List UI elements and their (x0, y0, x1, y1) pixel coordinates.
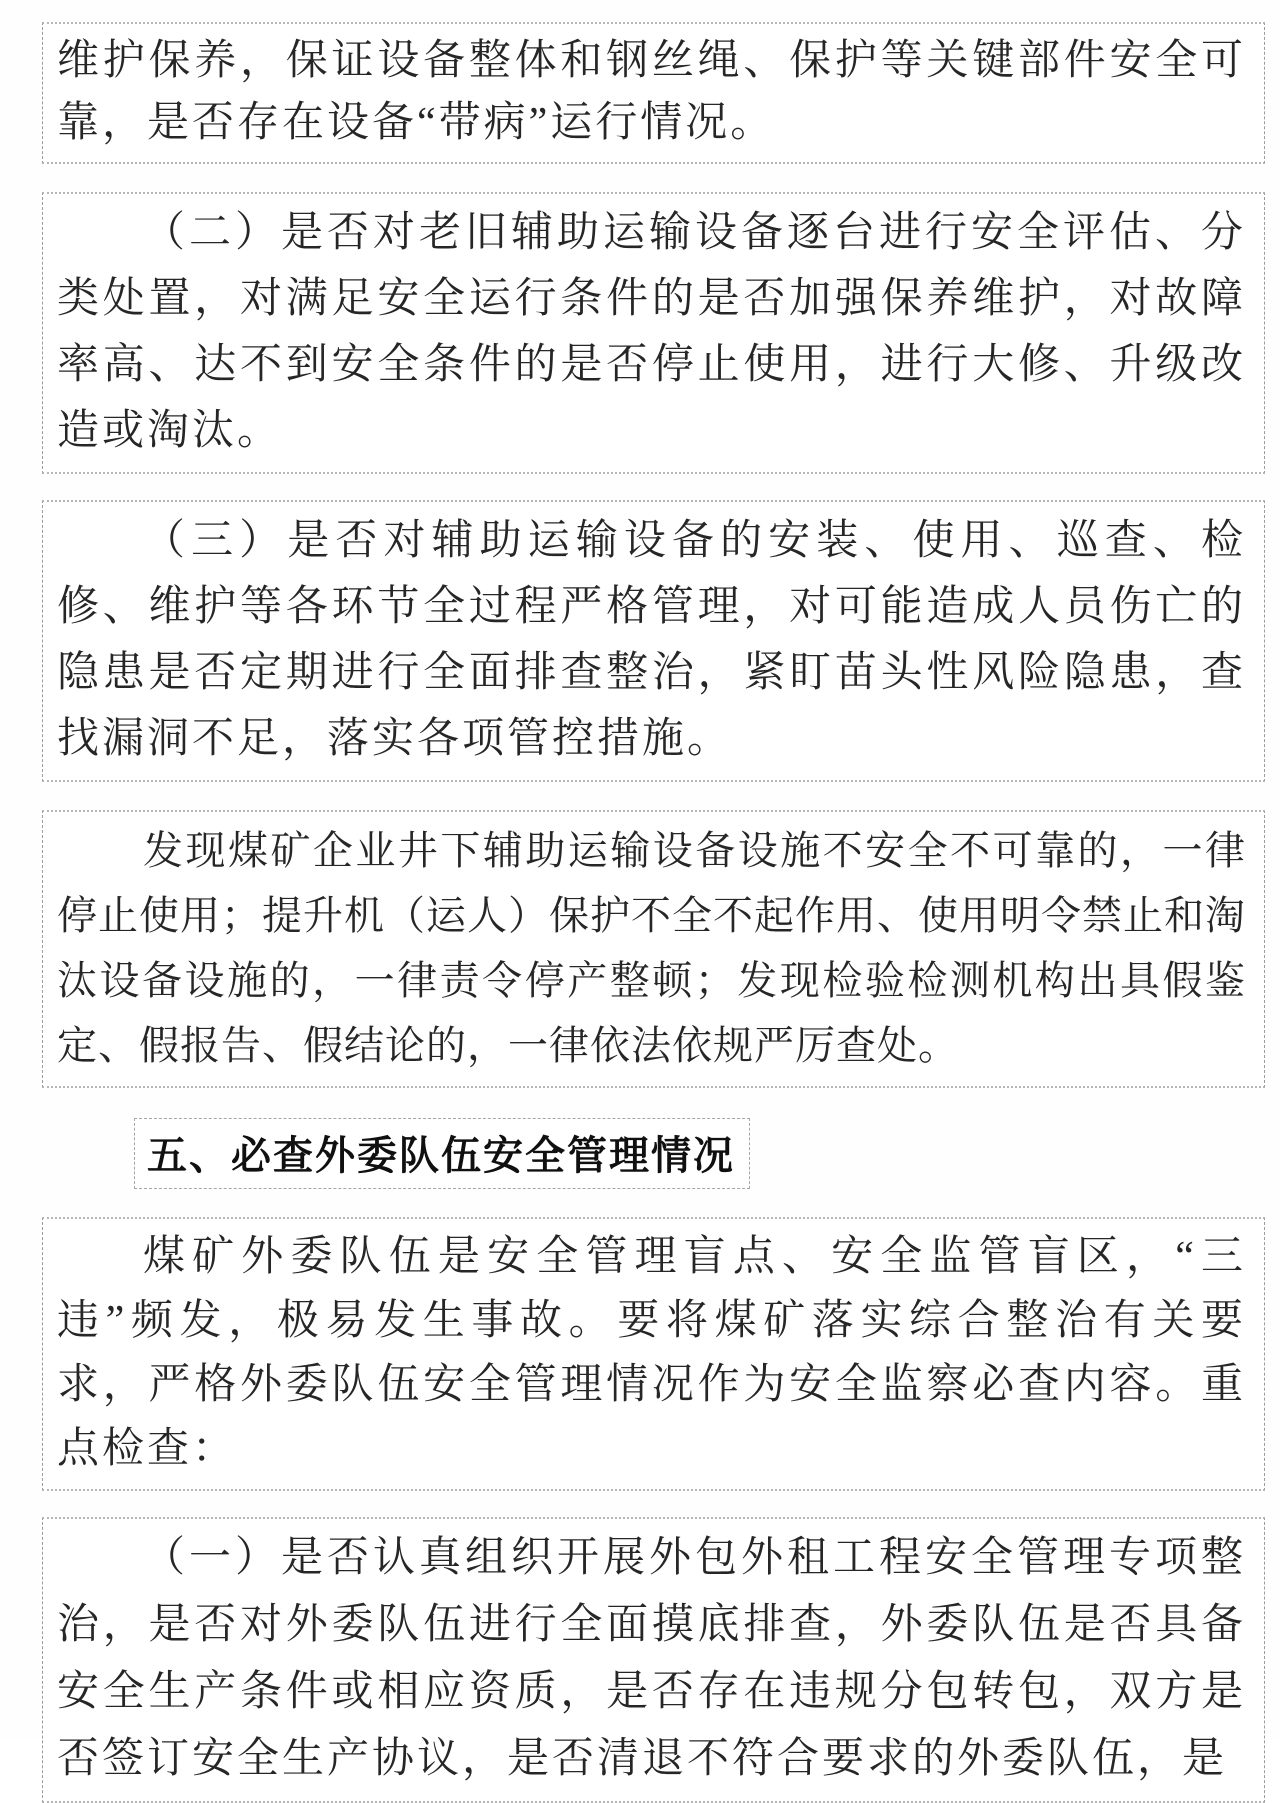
paragraph-text: 发现煤矿企业井下辅助运输设备设施不安全不可靠的，一律停止使用；提升机（运人）保护不全不起作用、使用明令禁止和淘汰设备设施的，一律责令停产整顿；发现检验检测机构出具假鉴定、假报告、假结论的，一律依法依规严厉查处。 (57, 828, 1246, 1068)
section-heading-text: 五、必查外委队伍安全管理情况 (147, 1134, 735, 1178)
section-heading-box (134, 1118, 750, 1189)
paragraph-text: （三）是否对辅助运输设备的安装、使用、巡查、检修、维护等各环节全过程严格管理，对可能造成人员伤亡的隐患是否定期进行全面排查整治，紧盯苗头性风险隐患，查找漏洞不足，落实各项管控措施。 (57, 518, 1246, 762)
paragraph-text: 维护保养，保证设备整体和钢丝绳、保护等关键部件安全可靠，是否存在设备“带病”运行情况。 (57, 38, 1246, 146)
text-block-outsourced-teams-intro (42, 1217, 1265, 1491)
text-block-enforcement (42, 810, 1265, 1088)
text-block-maintenance (42, 22, 1265, 164)
paragraph-text: （二）是否对老旧辅助运输设备逐台进行安全评估、分类处置，对满足安全运行条件的是否加强保养维护，对故障率高、达不到安全条件的是否停止使用，进行大修、升级改造或淘汰。 (57, 210, 1246, 454)
text-block-item-3 (42, 500, 1265, 782)
paragraph-text: 煤矿外委队伍是安全管理盲点、安全监管盲区，“三违”频发，极易发生事故。要将煤矿落实综合整治有关要求，严格外委队伍安全管理情况作为安全监察必查内容。重点检查： (57, 1234, 1246, 1472)
section-heading-row (134, 1118, 1265, 1189)
text-block-item-1-outsourcing (42, 1517, 1265, 1803)
text-block-item-2 (42, 192, 1265, 474)
paragraph-text: （一）是否认真组织开展外包外租工程安全管理专项整治，是否对外委队伍进行全面摸底排查，外委队伍是否具备安全生产条件或相应资质，是否存在违规分包转包，双方是否签订安全生产协议，是否清退不符合要求的外委队伍，是 (57, 1535, 1246, 1782)
